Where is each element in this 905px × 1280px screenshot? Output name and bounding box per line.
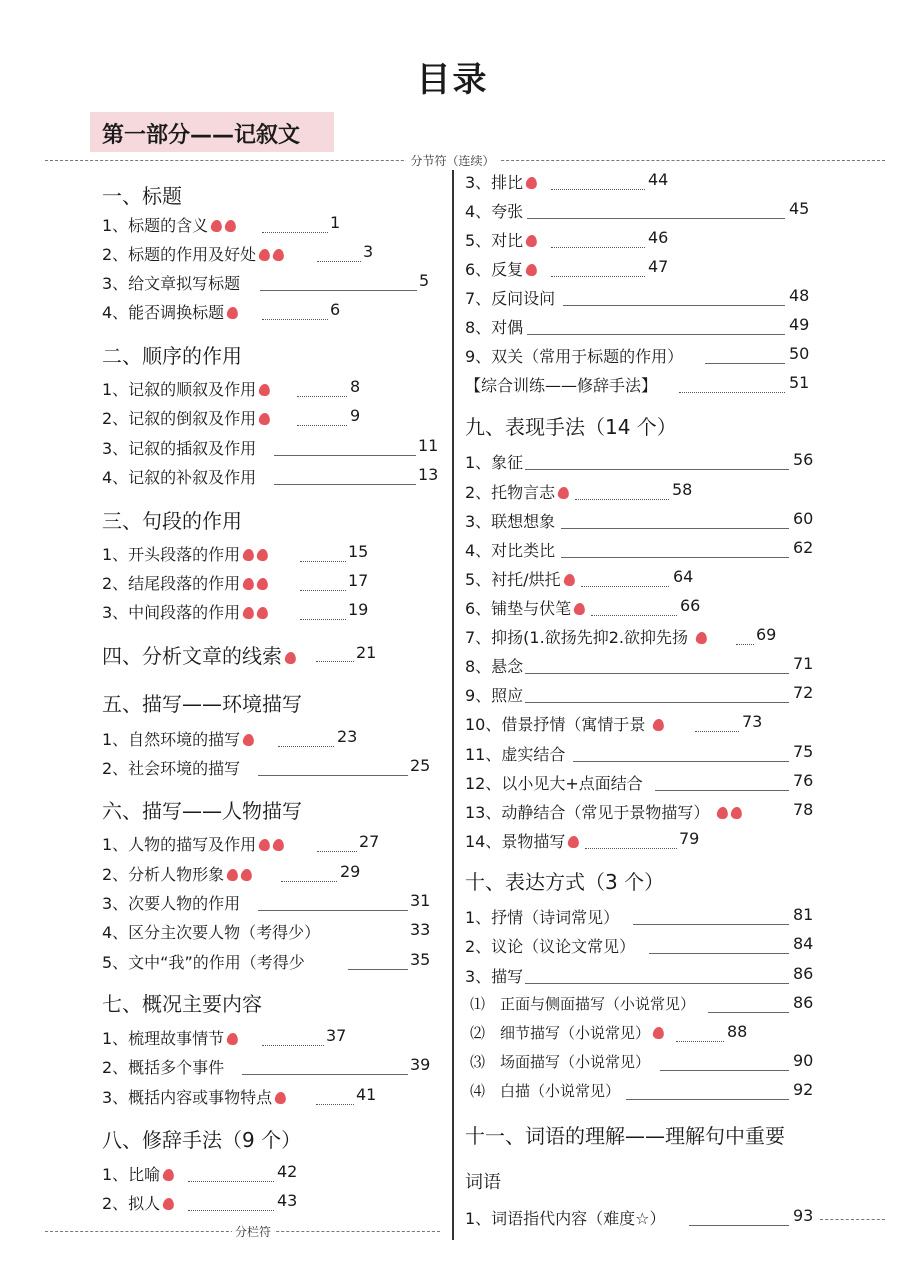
toc-entry[interactable]: 11、虚实结合 75 [465,742,814,764]
toc-entry[interactable]: 1、象征 56 [465,450,814,472]
toc-entry[interactable]: 8、悬念 71 [465,654,814,676]
toc-entry[interactable]: 3、给文章拟写标题 5 [102,271,430,293]
flame-icon [162,1168,175,1181]
section-heading-continued: 词语 [465,1172,501,1193]
toc-entry[interactable]: 1、比喻 42 [102,1162,298,1184]
flame-icon [695,631,708,644]
flame-icon [258,838,271,851]
toc-entry[interactable]: 2、记叙的倒叙及作用 9 [102,406,361,428]
flame-icon [242,548,255,561]
toc-entry[interactable]: 8、对偶 49 [465,315,810,337]
section-heading: 八、修辞手法（9 个） [102,1128,302,1152]
part-title: 第一部分——记叙文 [102,123,301,148]
section-heading: 五、描写——环境描写 [102,692,302,716]
toc-entry[interactable]: 4、区分主次要人物（考得少） 33 [102,920,431,942]
toc-entry[interactable]: ⑴ 正面与侧面描写（小说常见） 86 [470,993,814,1013]
section-heading: 三、句段的作用 [102,509,242,533]
toc-entry[interactable]: 2、社会环境的描写 25 [102,756,431,778]
section-heading: 七、概况主要内容 [102,992,262,1016]
toc-entry[interactable]: 3、排比 44 [465,170,669,192]
toc-entry[interactable]: 10、借景抒情（寓情于景 73 [465,712,763,734]
toc-entry[interactable]: 4、记叙的补叙及作用 13 [102,465,439,487]
flame-icon [226,1032,239,1045]
flame-icon [653,718,666,731]
toc-entry[interactable]: 1、梳理故事情节 37 [102,1026,347,1048]
toc-entry[interactable]: 9、照应 72 [465,683,814,705]
toc-entry[interactable]: 四、分析文章的线索 21 [102,643,377,668]
flame-icon [525,263,538,276]
toc-entry[interactable]: 1、标题的含义 1 [102,213,341,235]
flame-icon [272,838,285,851]
toc-entry[interactable]: 3、描写 86 [465,964,814,986]
flame-icon [525,234,538,247]
toc-entry[interactable]: ⑵ 细节描写（小说常见） 88 [470,1022,748,1042]
toc-entry[interactable]: 3、记叙的插叙及作用 11 [102,436,439,458]
flame-icon [272,248,285,261]
flame-icon [226,306,239,319]
toc-entry[interactable]: 2、拟人 43 [102,1191,298,1213]
flame-icon [256,606,269,619]
flame-icon [240,868,253,881]
toc-entry[interactable]: 2、概括多个事件 39 [102,1055,431,1077]
toc-entry[interactable]: 1、自然环境的描写 23 [102,727,358,749]
section-heading: 十、表达方式（3 个） [465,870,665,894]
toc-entry[interactable]: 4、夸张 45 [465,199,810,221]
section-break-label: 分节符（连续） [0,152,905,169]
section-heading: 二、顺序的作用 [102,344,242,368]
section-heading: 六、描写——人物描写 [102,799,302,823]
flame-icon [224,219,237,232]
page-title: 目录 [416,60,489,100]
toc-entry[interactable]: 7、反问设问 48 [465,286,810,308]
flame-icon [717,806,730,819]
flame-icon [258,383,271,396]
flame-icon [242,577,255,590]
flame-icon [284,651,297,664]
toc-entry[interactable]: 7、抑扬(1.欲扬先抑2.欲抑先扬 69 [465,625,777,647]
flame-icon [242,606,255,619]
toc-entry[interactable]: 1、词语指代内容（难度☆） 93 [465,1206,814,1228]
flame-icon [568,835,581,848]
toc-entry[interactable]: 2、标题的作用及好处 3 [102,242,374,264]
flame-icon [226,868,239,881]
column-break-label: 分栏符 [232,1223,274,1240]
toc-entry[interactable]: 1、抒情（诗词常见） 81 [465,905,814,927]
flame-icon [573,602,586,615]
flame-icon [258,412,271,425]
section-heading: 十一、词语的理解——理解句中重要 [465,1124,785,1148]
flame-icon [258,248,271,261]
flame-icon [256,548,269,561]
toc-entry[interactable]: 12、以小见大+点面结合 76 [465,771,814,793]
toc-entry[interactable]: 5、文中“我”的作用（考得少 35 [102,950,431,972]
toc-entry[interactable]: 4、对比类比 62 [465,538,814,560]
toc-entry[interactable]: 6、铺垫与伏笔 66 [465,596,701,618]
flame-icon [210,219,223,232]
flame-icon [525,176,538,189]
toc-entry[interactable]: 1、人物的描写及作用 27 [102,832,380,854]
toc-entry[interactable]: ⑶ 场面描写（小说常见） 90 [470,1051,814,1071]
toc-entry[interactable]: 3、联想想象 60 [465,509,814,531]
toc-entry[interactable]: 6、反复 47 [465,257,669,279]
flame-icon [563,573,576,586]
toc-entry[interactable]: 2、托物言志 58 [465,480,693,502]
flame-icon [557,486,570,499]
flame-icon [162,1197,175,1210]
section-heading: 一、标题 [102,184,182,208]
toc-entry[interactable]: 9、双关（常用于标题的作用） 50 [465,344,810,366]
toc-entry[interactable]: 13、动静结合（常见于景物描写） 78 [465,800,814,822]
flame-icon [242,733,255,746]
section-heading: 九、表现手法（14 个） [465,415,677,439]
toc-entry[interactable]: 2、议论（议论文常见） 84 [465,934,814,956]
toc-entry[interactable]: 3、概括内容或事物特点 41 [102,1085,377,1107]
toc-entry[interactable]: 2、分析人物形象 29 [102,862,361,884]
flame-icon [731,806,744,819]
toc-entry[interactable]: 3、中间段落的作用 19 [102,600,369,622]
toc-entry[interactable]: 5、衬托/烘托 64 [465,567,694,589]
column-divider [452,170,454,1240]
toc-entry[interactable]: 1、记叙的顺叙及作用 8 [102,377,361,399]
toc-entry[interactable]: 5、对比 46 [465,228,669,250]
toc-entry[interactable]: 1、开头段落的作用 15 [102,542,369,564]
flame-icon [652,1026,665,1039]
flame-icon [256,577,269,590]
toc-entry[interactable]: 【综合训练——修辞手法】 51 [465,373,810,395]
toc-entry[interactable]: ⑷ 白描（小说常见） 92 [470,1080,814,1100]
section-break-line-end [820,1219,885,1220]
toc-entry[interactable]: 2、结尾段落的作用 17 [102,571,369,593]
toc-entry[interactable]: 14、景物描写 79 [465,829,700,851]
toc-entry[interactable]: 4、能否调换标题 6 [102,300,341,322]
toc-entry[interactable]: 3、次要人物的作用 31 [102,891,431,913]
part-banner [90,112,334,152]
flame-icon [274,1091,287,1104]
